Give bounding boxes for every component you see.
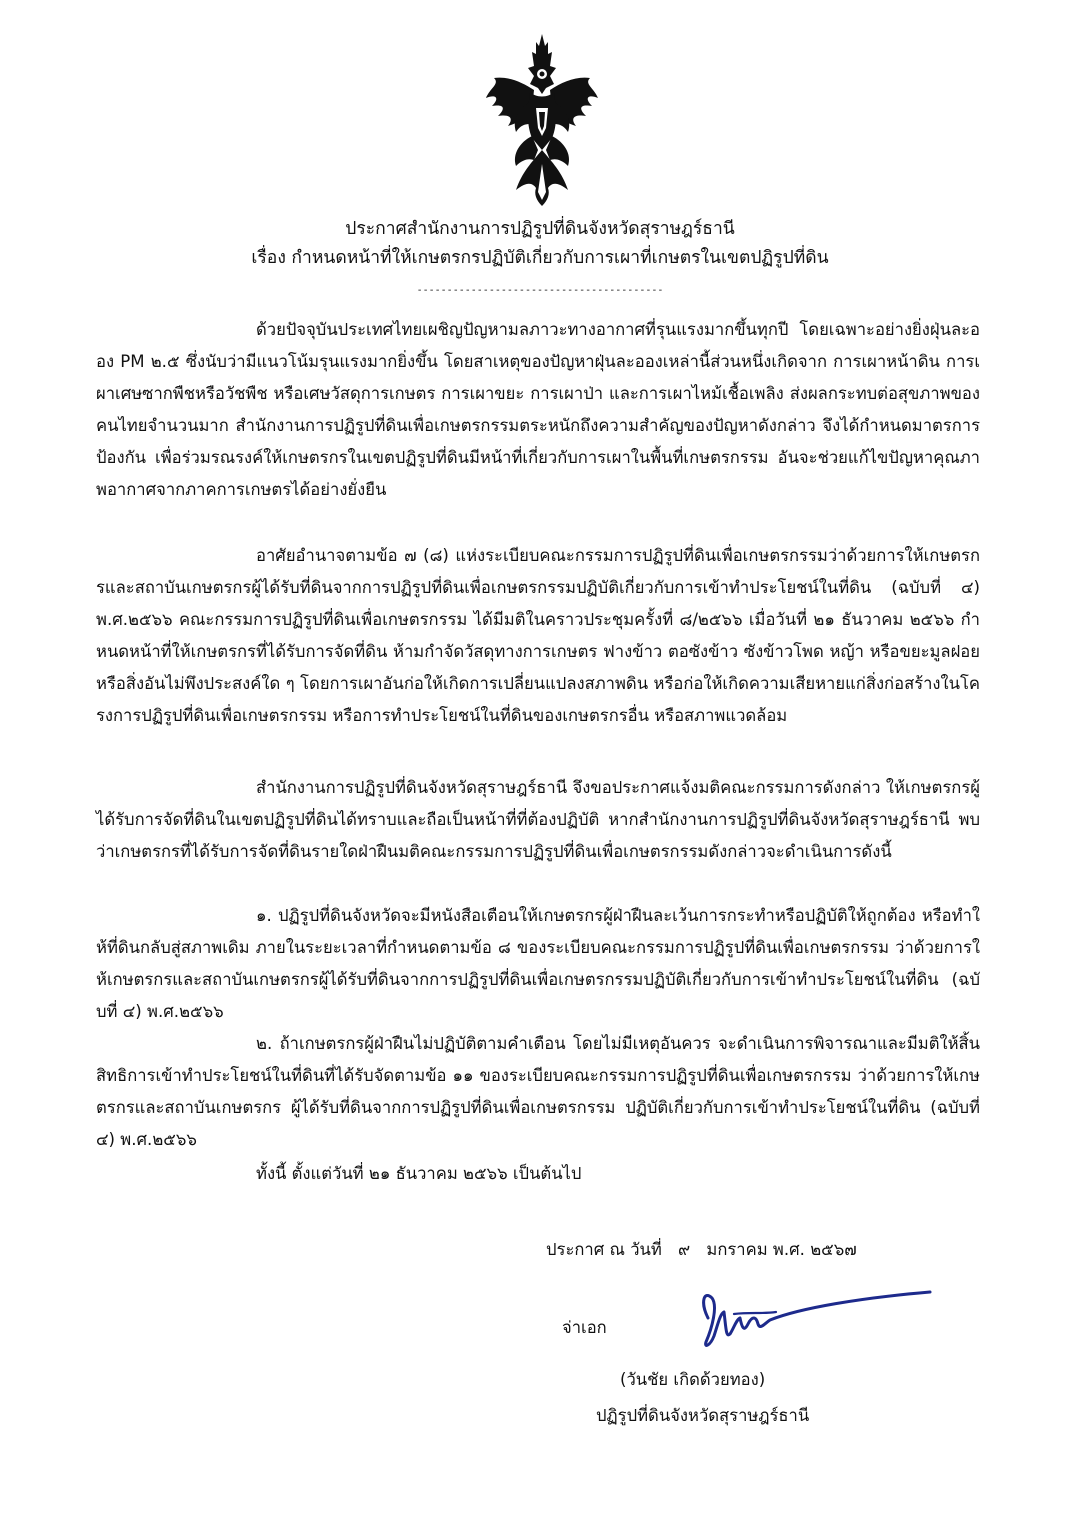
- paragraph-effective-date: ทั้งนี้ ตั้งแต่วันที่ ๒๑ ธันวาคม ๒๕๖๖ เป็นต้นไป: [256, 1164, 582, 1183]
- announcement-date-month-year: มกราคม พ.ศ. ๒๕๖๗: [706, 1240, 857, 1259]
- paragraph-measure-1: ๑. ปฏิรูปที่ดินจังหวัดจะมีหนังสือเตือนให้เกษตรกรผู้ฝ่าฝืนละเว้นการกระทำหรือปฏิบัติให้ถูกต้อง หรือทำให้ที่ดินกลับสู่สภาพเดิม ภายในระยะเวลาที่กำหนดตามข้อ ๘ ของระเบียบคณะกรรมการปฏิรูปที่ดินเพื่อเกษตรกรรม ว่าด้วยการให้เกษตรกรและสถาบันเกษตรกรผู้ได้รับที่ดินจากการปฏิรูปที่ดินเพื่อเกษตรกรรมปฏิบัติเกี่ยวกับการเข้าทำประโยชน์ในที่ดิน (ฉบับที่ ๔) พ.ศ.๒๕๖๖: [96, 906, 980, 1021]
- paragraph-background: ด้วยปัจจุบันประเทศไทยเผชิญปัญหามลภาวะทางอากาศที่รุนแรงมากขึ้นทุกปี โดยเฉพาะอย่างยิ่งฝุ่นละออง PM ๒.๕ ซึ่งนับว่ามีแนวโน้มรุนแรงมากยิ่งขึ้น โดยสาเหตุของปัญหาฝุ่นละอองเหล่านี้ส่วนหนึ่งเกิดจาก การเผาหน้าดิน การเผาเศษซากพืชหรือวัชพืช หรือเศษวัสดุการเกษตร การเผาขยะ การเผาป่า และการเผาไหม้เชื้อเพลิง ส่งผลกระทบต่อสุขภาพของคนไทยจำนวนมาก สำนักงานการปฏิรูปที่ดินเพื่อเกษตรกรรมตระหนักถึงความสำคัญของปัญหาดังกล่าว จึงได้กำหนดมาตรการป้องกัน เพื่อร่วมรณรงค์ให้เกษตรกรในเขตปฏิรูปที่ดินมีหน้าที่เกี่ยวกับการเผาในพื้นที่เกษตรกรรม อันจะช่วยแก้ไขปัญหาคุณภาพอากาศจากภาคการเกษตรได้อย่างยั่งยืน: [96, 320, 980, 499]
- paragraph-measure-2: ๒. ถ้าเกษตรกรผู้ฝ่าฝืนไม่ปฏิบัติตามคำเตือน โดยไม่มีเหตุอันควร จะดำเนินการพิจารณาและมีมติให้สิ้นสิทธิการเข้าทำประโยชน์ในที่ดินที่ได้รับจัดตามข้อ ๑๑ ของระเบียบคณะกรรมการปฏิรูปที่ดินเพื่อเกษตรกรรม ว่าด้วยการให้เกษตรกรและสถาบันเกษตรกร ผู้ได้รับที่ดินจากการปฏิรูปที่ดินเพื่อเกษตรกรรม ปฏิบัติเกี่ยวกับการเข้าทำประโยชน์ในที่ดิน (ฉบับที่ ๔) พ.ศ.๒๕๖๖: [96, 1034, 980, 1149]
- handwritten-signature-icon: [690, 1284, 940, 1364]
- signer-position: ปฏิรูปที่ดินจังหวัดสุราษฎร์ธานี: [596, 1406, 810, 1425]
- signer-rank: จ่าเอก: [562, 1318, 607, 1337]
- paragraph-notice: สำนักงานการปฏิรูปที่ดินจังหวัดสุราษฎร์ธานี จึงขอประกาศแจ้งมติคณะกรรมการดังกล่าว ให้เกษตรกรผู้ได้รับการจัดที่ดินในเขตปฏิรูปที่ดินได้ทราบและถือเป็นหน้าที่ที่ต้องปฏิบัติ หากสำนักงานการปฏิรูปที่ดินจังหวัดสุราษฎร์ธานี พบว่าเกษตรกรที่ได้รับการจัดที่ดินรายใดฝ่าฝืนมติคณะกรรมการปฏิรูปที่ดินเพื่อเกษตรกรรมดังกล่าวจะดำเนินการดังนี้: [96, 778, 980, 861]
- separator-line: -----------------------------------------: [416, 285, 664, 296]
- paragraph-legal-authority: อาศัยอำนาจตามข้อ ๗ (๘) แห่งระเบียบคณะกรรมการปฏิรูปที่ดินเพื่อเกษตรกรรมว่าด้วยการให้เกษตรกรและสถาบันเกษตรกรผู้ได้รับที่ดินจากการปฏิรูปที่ดินเพื่อเกษตรกรรมปฏิบัติเกี่ยวกับการเข้าทำประโยชน์ในที่ดิน (ฉบับที่ ๔) พ.ศ.๒๕๖๖ คณะกรรมการปฏิรูปที่ดินเพื่อเกษตรกรรม ได้มีมติในคราวประชุมครั้งที่ ๘/๒๕๖๖ เมื่อวันที่ ๒๑ ธันวาคม ๒๕๖๖ กำหนดหน้าที่ให้เกษตรกรที่ได้รับการจัดที่ดิน ห้ามกำจัดวัสดุทางการเกษตร ฟางข้าว ตอซังข้าว ซังข้าวโพด หญ้า หรือขยะมูลฝอย หรือสิ่งอันไม่พึงประสงค์ใด ๆ โดยการเผาอันก่อให้เกิดการเปลี่ยนแปลงสภาพดิน หรือก่อให้เกิดความเสียหายแก่สิ่งก่อสร้างในโครงการปฏิรูปที่ดินเพื่อเกษตรกรรม หรือการทำประโยชน์ในที่ดินของเกษตรกรอื่น หรือสภาพแวดล้อม: [96, 546, 980, 725]
- signer-name: (วันชัย เกิดด้วยทอง): [620, 1370, 766, 1389]
- announcement-subject: เรื่อง กำหนดหน้าที่ให้เกษตรกรปฏิบัติเกี่ยวกับการเผาที่เกษตรในเขตปฏิรูปที่ดิน: [251, 248, 829, 268]
- announcement-date-prefix: ประกาศ ณ วันที่: [546, 1240, 662, 1259]
- garuda-emblem-icon: [482, 32, 602, 207]
- announcement-date: [546, 1236, 857, 1264]
- announcement-title: ประกาศสำนักงานการปฏิรูปที่ดินจังหวัดสุราษฎร์ธานี: [345, 219, 735, 239]
- announcement-date-day: ๙: [678, 1240, 691, 1259]
